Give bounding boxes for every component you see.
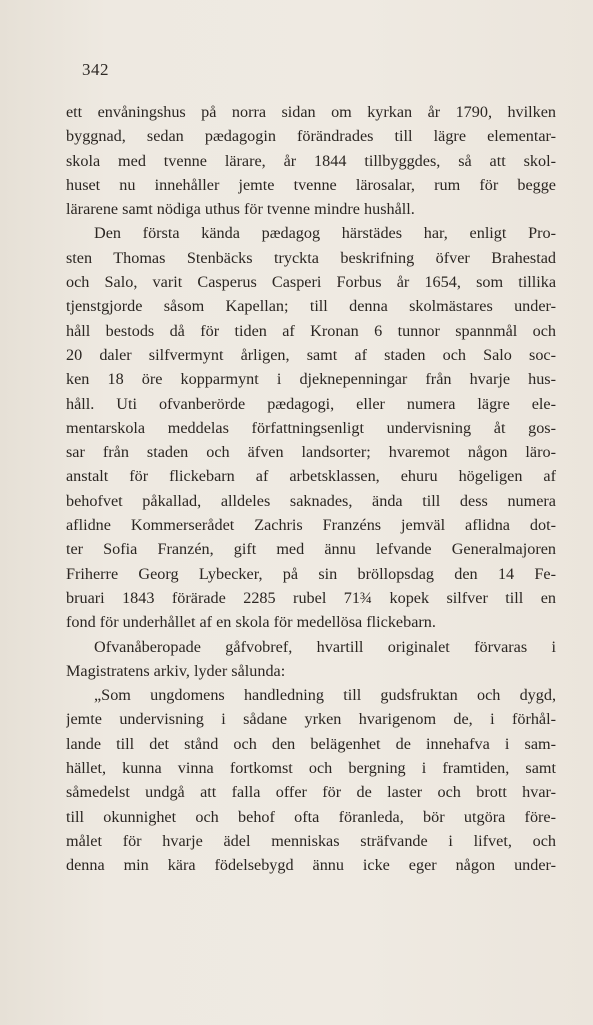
text-line: sten Thomas Stenbäcks tryckta beskrifning öfver Brahestad — [66, 248, 556, 267]
text-line: målet för hvarje ädel menniskas sträfvande i lifvet, och — [66, 831, 556, 850]
page-number: 342 — [82, 60, 109, 79]
text-line: Friherre Georg Lybecker, på sin bröllopsdag den 14 Fe- — [66, 564, 556, 583]
text-line: „Som ungdomens handledning till gudsfruktan och dygd, — [94, 686, 556, 705]
text-line: ken 18 öre kopparmynt i djeknepenningar från hvarje hus- — [66, 370, 556, 389]
text-line: Magistratens arkiv, lyder sålunda: — [66, 661, 286, 680]
text-line: såmedelst undgå att falla offer för de laster och brott hvar- — [66, 783, 556, 802]
text-line: Den första kända pædagog härstädes har, enligt Pro- — [94, 224, 556, 243]
text-line: bruari 1843 förärade 2285 rubel 71¾ kopek silfver till en — [66, 588, 556, 607]
body-text — [66, 100, 556, 878]
text-line: behofvet påkallad, alldeles saknades, ända till dess numera — [66, 491, 556, 510]
text-line: lärarene samt nödiga uthus för tvenne mindre hushåll. — [66, 200, 415, 219]
text-line: 20 daler silfvermynt årligen, samt af staden och Salo soc- — [66, 345, 556, 364]
text-line: och Salo, varit Casperus Casperi Forbus år 1654, som tillika — [66, 273, 556, 292]
text-line: ett envåningshus på norra sidan om kyrkan år 1790, hvilken — [66, 103, 556, 121]
text-line: till okunnighet och behof ofta föranleda, bör utgöra före- — [66, 807, 556, 826]
text-line: denna min kära födelsebygd ännu icke eger någon under- — [66, 856, 556, 875]
text-line: sar från staden och äfven landsorter; hvaremot någon läro- — [66, 443, 556, 462]
text-line: anstalt för flickebarn af arbetsklassen, ehuru högeligen af — [66, 467, 556, 486]
text-line: fond för underhållet af en skola för medellösa flickebarn. — [66, 613, 436, 632]
text-line: byggnad, sedan pædagogin förändrades till lägre elementar- — [66, 127, 556, 146]
text-line: aflidne Kommerserådet Zachris Franzéns jemväl aflidna dot- — [66, 516, 556, 535]
text-line: ter Sofia Franzén, gift med ännu lefvande Generalmajoren — [66, 540, 556, 559]
text-line: Ofvanåberopade gåfvobref, hvartill originalet förvaras i — [94, 637, 556, 656]
text-line: mentarskola meddelas författningsenligt undervisning åt gos- — [66, 418, 556, 437]
text-line: jemte undervisning i sådane yrken hvarigenom de, i förhål- — [66, 710, 556, 729]
text-line: hället, kunna vinna fortkomst och bergning i framtiden, samt — [66, 759, 556, 778]
text-line: huset nu innehåller jemte tvenne lärosalar, rum för begge — [66, 175, 556, 194]
text-line: lande till det stånd och den belägenhet de innehafva i sam- — [66, 734, 556, 753]
text-line: håll bestods då för tiden af Kronan 6 tunnor spannmål och — [66, 321, 556, 340]
text-line: tjenstgjorde såsom Kapellan; till denna skolmästares under- — [66, 297, 556, 316]
text-line: håll. Uti ofvanberörde pædagogi, eller numera lägre ele- — [66, 394, 556, 413]
text-line: skola med tvenne lärare, år 1844 tillbyggdes, så att skol- — [66, 151, 556, 170]
